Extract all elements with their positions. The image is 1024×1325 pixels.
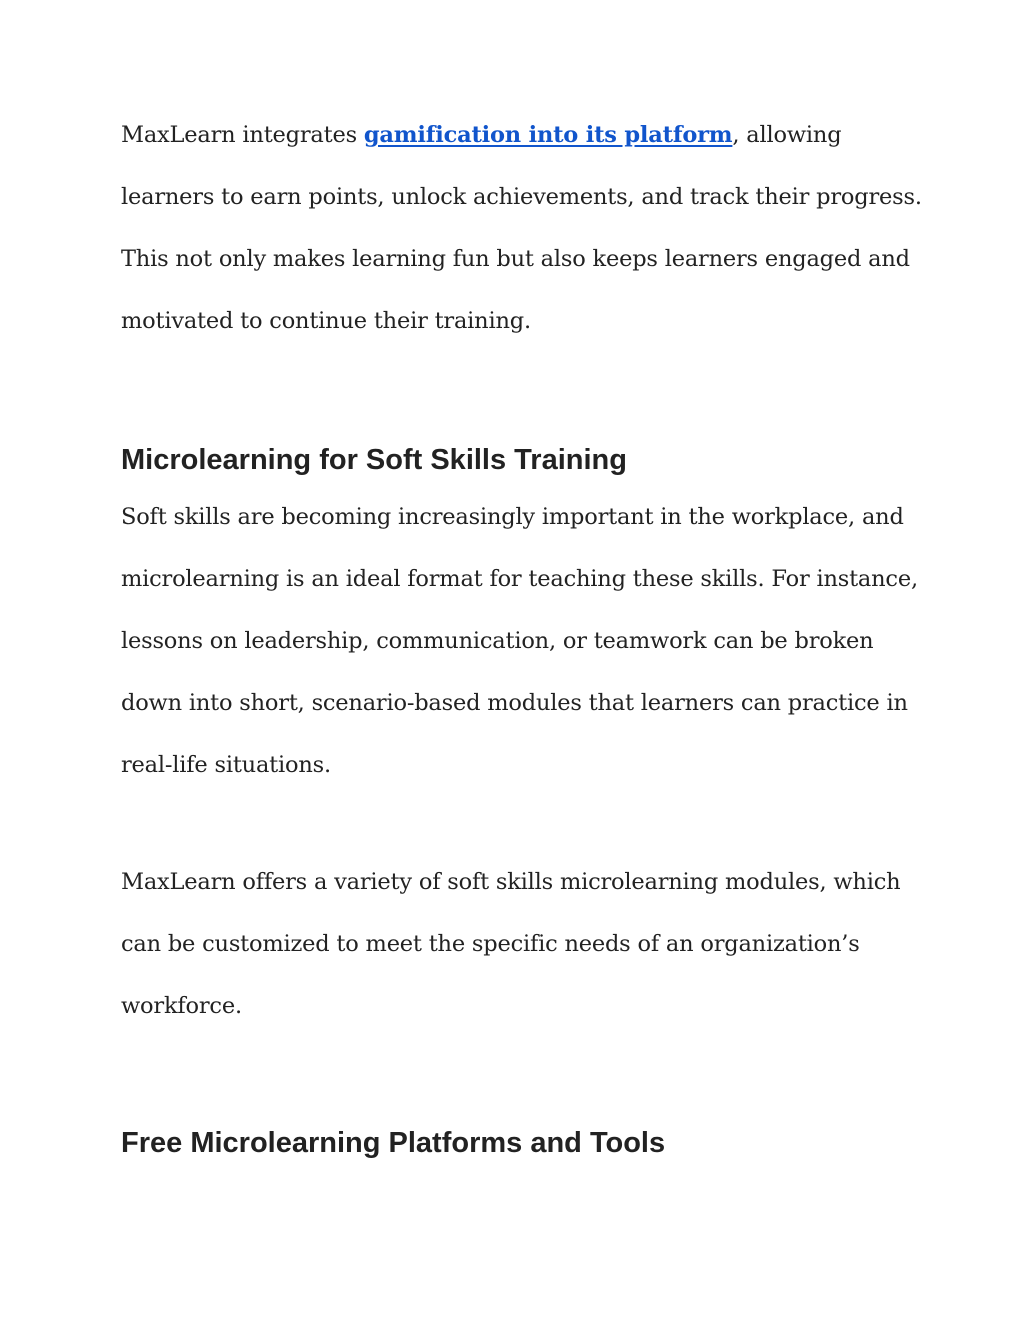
paragraph-line: real-life situations.: [121, 752, 331, 778]
paragraph-line: learners to earn points, unlock achievements, and track their progress.: [121, 184, 922, 210]
paragraph-maxlearn-modules: [121, 851, 921, 1037]
text-segment: , allowing: [732, 122, 842, 148]
paragraph-line: down into short, scenario-based modules that learners can practice in: [121, 690, 908, 716]
text-segment: MaxLearn integrates: [121, 122, 364, 148]
paragraph-line: This not only makes learning fun but also keeps learners engaged and: [121, 246, 910, 272]
paragraph-line: workforce.: [121, 993, 242, 1019]
paragraph-line: lessons on leadership, communication, or teamwork can be broken: [121, 628, 874, 654]
heading-soft-skills: Microlearning for Soft Skills Training: [121, 444, 627, 476]
heading-free-platforms: Free Microlearning Platforms and Tools: [121, 1127, 666, 1159]
paragraph-line: Soft skills are becoming increasingly important in the workplace, and: [121, 504, 904, 530]
paragraph-line: microlearning is an ideal format for teaching these skills. For instance,: [121, 566, 918, 592]
paragraph-soft-skills: [121, 486, 921, 796]
gamification-link[interactable]: gamification into its platform: [363, 122, 733, 148]
paragraph-gamification: [121, 104, 921, 352]
paragraph-line: can be customized to meet the specific needs of an organization’s: [121, 931, 860, 957]
paragraph-line: MaxLearn offers a variety of soft skills microlearning modules, which: [121, 869, 901, 895]
paragraph-line: [121, 104, 921, 166]
paragraph-line: motivated to continue their training.: [121, 308, 531, 334]
